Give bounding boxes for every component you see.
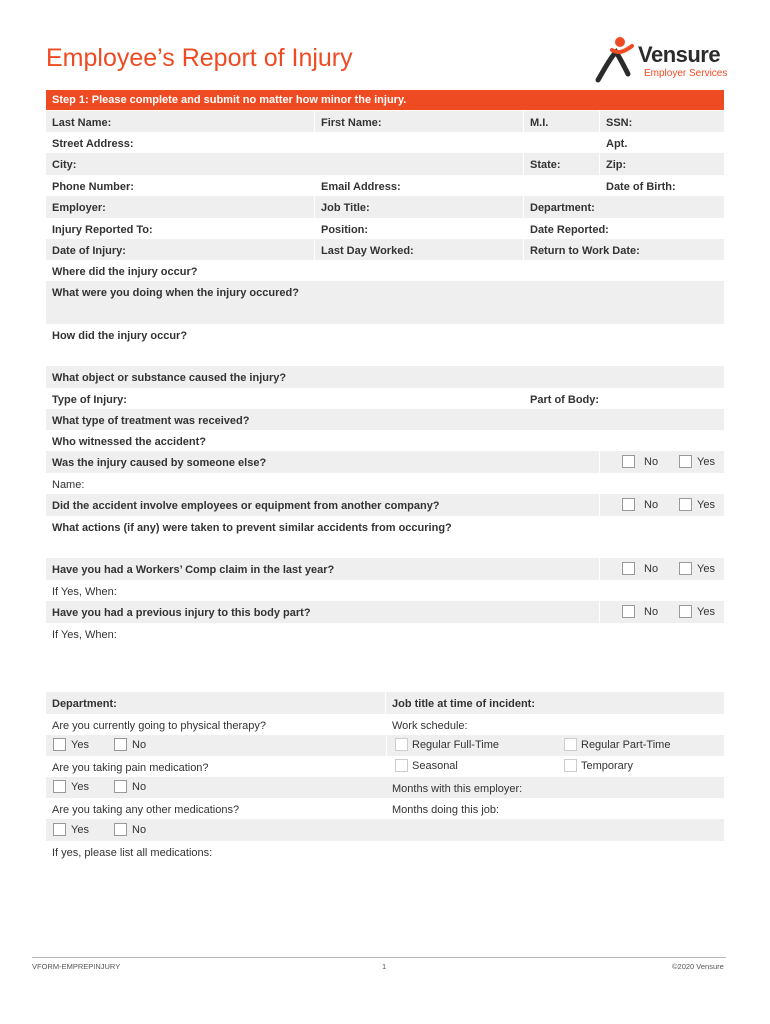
yes-label: Yes <box>71 739 89 751</box>
type-row <box>46 388 724 409</box>
no-label: No <box>644 499 659 511</box>
months-job-field[interactable]: Months doing this job: <box>386 798 724 819</box>
pain-med-answer-row <box>46 777 724 798</box>
where-field[interactable]: Where did the injury occur? <box>46 260 724 281</box>
footer-divider <box>32 957 726 958</box>
other-med-yes-checkbox[interactable] <box>53 823 66 836</box>
department-field[interactable]: Department: <box>524 196 724 218</box>
section2-department-field[interactable]: Department: <box>46 692 386 714</box>
yes-label: Yes <box>697 499 715 511</box>
witness-field[interactable]: Who witnessed the accident? <box>46 430 724 451</box>
other-med-question: Are you taking any other medications? <box>46 798 386 819</box>
other-med-answer-row <box>46 819 724 841</box>
dates-row <box>46 239 724 260</box>
apt-field[interactable]: Apt. <box>600 132 724 153</box>
employer-row <box>46 196 724 218</box>
company-logo <box>594 36 734 86</box>
no-label: No <box>644 563 659 575</box>
caused-by-no-checkbox[interactable] <box>622 455 635 468</box>
months-employer-field[interactable]: Months with this employer: <box>392 783 523 795</box>
object-row <box>46 366 724 388</box>
other-company-row <box>46 494 724 516</box>
yes-label: Yes <box>697 456 715 468</box>
pain-med-no-checkbox[interactable] <box>114 780 127 793</box>
other-med-no-checkbox[interactable] <box>114 823 127 836</box>
name-detail-row <box>46 473 724 494</box>
no-label: No <box>132 739 147 751</box>
mi-field[interactable]: M.I. <box>524 111 600 132</box>
reported-row <box>46 218 724 239</box>
page-title: Employee’s Report of Injury <box>46 44 353 72</box>
if-yes-row-2 <box>46 623 724 645</box>
logo-wordmark: Vensure <box>638 42 721 67</box>
vensure-logo-icon <box>594 36 640 86</box>
last-name-field[interactable]: Last Name: <box>46 111 315 132</box>
temporary-label: Temporary <box>581 760 633 772</box>
comp-claim-yes-checkbox[interactable] <box>679 562 692 575</box>
dob-field[interactable]: Date of Birth: <box>600 175 724 196</box>
previous-row <box>46 601 724 623</box>
previous-no-checkbox[interactable] <box>622 605 635 618</box>
email-field[interactable]: Email Address: <box>315 175 600 196</box>
therapy-answer-row <box>46 735 724 756</box>
seasonal-label: Seasonal <box>412 760 458 772</box>
list-meds-row <box>46 841 724 863</box>
other-company-question: Did the accident involve employees or equipment from another company? <box>46 494 600 516</box>
ssn-field[interactable]: SSN: <box>600 111 724 132</box>
city-field[interactable]: City: <box>46 153 524 175</box>
name-row <box>46 111 724 132</box>
full-time-label: Regular Full-Time <box>412 739 500 751</box>
type-field[interactable]: Type of Injury: <box>46 388 524 409</box>
pain-med-question: Are you taking pain medication? <box>46 756 386 777</box>
return-date-field[interactable]: Return to Work Date: <box>524 239 724 260</box>
part-time-checkbox[interactable] <box>564 738 577 751</box>
yes-label: Yes <box>697 563 715 575</box>
yes-label: Yes <box>71 824 89 836</box>
list-meds-field[interactable]: If yes, please list all medications: <box>46 841 724 863</box>
comp-claim-question: Have you had a Workers’ Comp claim in the last year? <box>46 558 600 580</box>
other-med-row <box>46 798 724 819</box>
caused-by-yes-checkbox[interactable] <box>679 455 692 468</box>
reported-to-field[interactable]: Injury Reported To: <box>46 218 315 239</box>
therapy-yes-checkbox[interactable] <box>53 738 66 751</box>
object-field[interactable]: What object or substance caused the injury? <box>46 366 724 388</box>
date-reported-field[interactable]: Date Reported: <box>524 218 724 239</box>
job-title-incident-field[interactable]: Job title at time of incident: <box>392 698 536 710</box>
step1-banner: Step 1: Please complete and submit no matter how minor the injury. <box>46 90 724 110</box>
logo-subtitle: Employer Services <box>644 68 728 79</box>
phone-field[interactable]: Phone Number: <box>46 175 315 196</box>
how-row <box>46 324 724 366</box>
dept-row <box>46 692 724 714</box>
treatment-field[interactable]: What type of treatment was received? <box>46 409 724 430</box>
no-label: No <box>644 606 659 618</box>
name-field[interactable]: Name: <box>46 473 724 494</box>
comp-claim-row <box>46 558 724 580</box>
job-title-field[interactable]: Job Title: <box>315 196 524 218</box>
body-part-field[interactable]: Part of Body: <box>524 388 724 409</box>
position-field[interactable]: Position: <box>315 218 524 239</box>
pain-med-yes-checkbox[interactable] <box>53 780 66 793</box>
street-row <box>46 132 724 153</box>
full-time-checkbox[interactable] <box>395 738 408 751</box>
form-id: VFORM-EMPREPINJURY <box>32 962 121 971</box>
witness-row <box>46 430 724 451</box>
treatment-row <box>46 409 724 430</box>
zip-field[interactable]: Zip: <box>600 153 724 175</box>
doing-field[interactable]: What were you doing when the injury occured? <box>46 281 724 324</box>
if-yes-when-field[interactable]: If Yes, When: <box>46 623 724 645</box>
yes-label: Yes <box>71 781 89 793</box>
previous-question: Have you had a previous injury to this body part? <box>46 601 600 623</box>
seasonal-checkbox[interactable] <box>395 759 408 772</box>
no-label: No <box>132 824 147 836</box>
therapy-row <box>46 714 724 735</box>
temporary-checkbox[interactable] <box>564 759 577 772</box>
where-row <box>46 260 724 281</box>
doing-row <box>46 281 724 324</box>
copyright: ©2020 Vensure <box>672 962 724 971</box>
caused-by-row <box>46 451 724 473</box>
therapy-no-checkbox[interactable] <box>114 738 127 751</box>
street-field[interactable]: Street Address: <box>46 132 600 153</box>
if-yes-when-field[interactable]: If Yes, When: <box>46 580 724 601</box>
employer-field[interactable]: Employer: <box>46 196 315 218</box>
work-schedule-label: Work schedule: <box>386 714 724 735</box>
no-label: No <box>644 456 659 468</box>
other-company-no-checkbox[interactable] <box>622 498 635 511</box>
date-injury-field[interactable]: Date of Injury: <box>46 239 315 260</box>
caused-by-question: Was the injury caused by someone else? <box>46 451 600 473</box>
first-name-field[interactable]: First Name: <box>315 111 524 132</box>
comp-claim-no-checkbox[interactable] <box>622 562 635 575</box>
therapy-question: Are you currently going to physical therapy? <box>46 714 386 735</box>
page-number: 1 <box>382 962 387 971</box>
part-time-label: Regular Part-Time <box>581 739 671 751</box>
phone-row <box>46 175 724 196</box>
other-company-yes-checkbox[interactable] <box>679 498 692 511</box>
city-row <box>46 153 724 175</box>
no-label: No <box>132 781 147 793</box>
if-yes-row-1 <box>46 580 724 601</box>
actions-field[interactable]: What actions (if any) were taken to prevent similar accidents from occuring? <box>46 516 724 558</box>
actions-row <box>46 516 724 558</box>
previous-yes-checkbox[interactable] <box>679 605 692 618</box>
yes-label: Yes <box>697 606 715 618</box>
how-field[interactable]: How did the injury occur? <box>46 324 724 366</box>
pain-med-row <box>46 756 724 777</box>
state-field[interactable]: State: <box>524 153 600 175</box>
last-day-field[interactable]: Last Day Worked: <box>315 239 524 260</box>
